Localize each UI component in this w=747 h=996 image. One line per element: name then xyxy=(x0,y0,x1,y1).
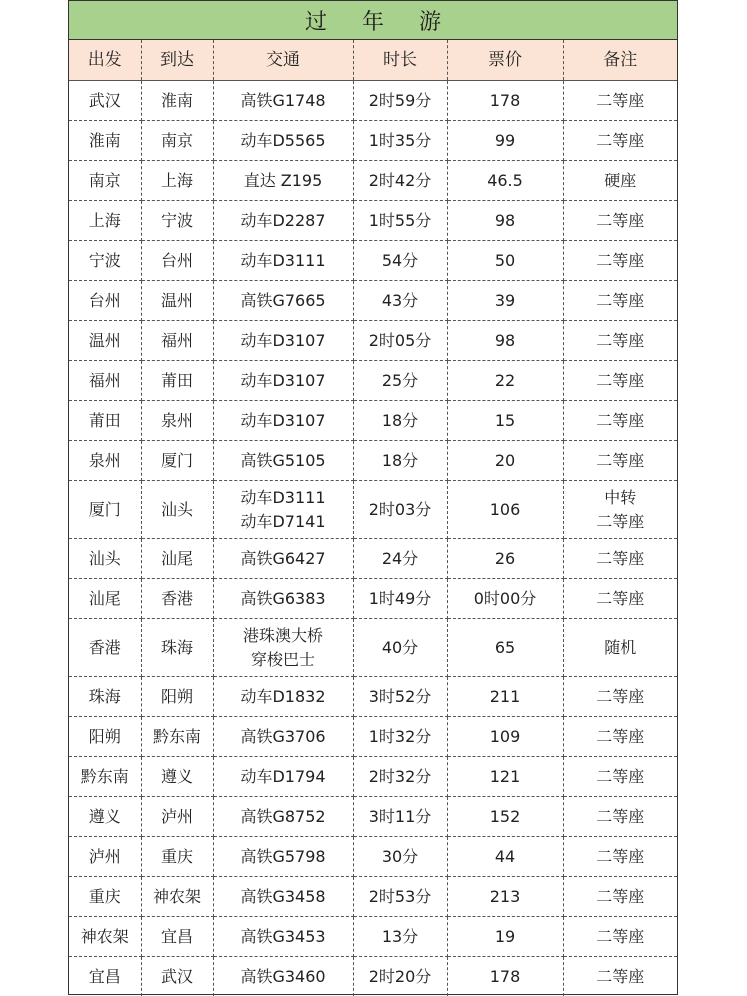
cell-note-line: 二等座 xyxy=(596,330,645,350)
cell-to: 上海 xyxy=(141,161,213,201)
cell-note-line: 二等座 xyxy=(596,250,645,270)
cell-from: 宜昌 xyxy=(69,957,141,996)
col-header-from: 出发 xyxy=(69,40,141,81)
cell-note-line: 二等座 xyxy=(596,450,645,470)
cell-transport-line: 高铁G8752 xyxy=(240,806,326,826)
cell-note xyxy=(563,797,677,837)
cell-transport-line: 动车D5565 xyxy=(240,130,326,150)
cell-transport-line: 动车D1832 xyxy=(240,686,326,706)
cell-duration: 54分 xyxy=(353,241,447,281)
cell-to: 莆田 xyxy=(141,361,213,401)
cell-from: 黔东南 xyxy=(69,757,141,797)
cell-from: 泉州 xyxy=(69,441,141,481)
cell-transport-line: 高铁G1748 xyxy=(240,90,326,110)
cell-from: 汕尾 xyxy=(69,579,141,619)
cell-price: 99 xyxy=(447,121,563,161)
cell-note-line: 二等座 xyxy=(596,588,645,608)
cell-note-line: 二等座 xyxy=(596,90,645,110)
sheet-title: 过 年 游 xyxy=(69,1,677,40)
cell-note-line: 二等座 xyxy=(596,806,645,826)
cell-transport xyxy=(213,361,353,401)
cell-note xyxy=(563,877,677,917)
cell-note xyxy=(563,717,677,757)
cell-from: 宁波 xyxy=(69,241,141,281)
cell-note xyxy=(563,201,677,241)
cell-to: 黔东南 xyxy=(141,717,213,757)
cell-transport-line: 高铁G5798 xyxy=(240,846,326,866)
cell-duration: 13分 xyxy=(353,917,447,957)
table-row xyxy=(69,957,677,996)
cell-duration: 40分 xyxy=(353,619,447,677)
cell-transport-line: 高铁G3458 xyxy=(240,886,326,906)
cell-note xyxy=(563,837,677,877)
col-header-transport: 交通 xyxy=(213,40,353,81)
table-row xyxy=(69,677,677,717)
cell-to: 厦门 xyxy=(141,441,213,481)
table-row xyxy=(69,201,677,241)
cell-transport xyxy=(213,81,353,121)
cell-to: 遵义 xyxy=(141,757,213,797)
cell-note xyxy=(563,81,677,121)
cell-note xyxy=(563,361,677,401)
cell-to: 香港 xyxy=(141,579,213,619)
table-body xyxy=(69,81,677,996)
cell-price: 22 xyxy=(447,361,563,401)
cell-to: 珠海 xyxy=(141,619,213,677)
cell-note xyxy=(563,957,677,996)
cell-transport xyxy=(213,717,353,757)
cell-note xyxy=(563,121,677,161)
cell-transport-line: 动车D3111 xyxy=(240,250,326,270)
cell-to: 温州 xyxy=(141,281,213,321)
table-row xyxy=(69,539,677,579)
cell-transport-line: 直达 Z195 xyxy=(243,170,323,190)
cell-from: 遵义 xyxy=(69,797,141,837)
cell-note-line: 二等座 xyxy=(596,886,645,906)
cell-duration: 2时32分 xyxy=(353,757,447,797)
cell-price: 109 xyxy=(447,717,563,757)
table-row xyxy=(69,281,677,321)
cell-note-line: 二等座 xyxy=(596,370,645,390)
cell-to: 台州 xyxy=(141,241,213,281)
cell-from: 泸州 xyxy=(69,837,141,877)
cell-duration: 43分 xyxy=(353,281,447,321)
cell-from: 温州 xyxy=(69,321,141,361)
cell-transport-line: 高铁G3460 xyxy=(240,966,326,986)
cell-note-line: 二等座 xyxy=(596,130,645,150)
cell-price: 15 xyxy=(447,401,563,441)
table-row xyxy=(69,361,677,401)
cell-transport xyxy=(213,161,353,201)
table-row xyxy=(69,241,677,281)
cell-to: 淮南 xyxy=(141,81,213,121)
cell-note xyxy=(563,321,677,361)
cell-price: 44 xyxy=(447,837,563,877)
cell-note xyxy=(563,241,677,281)
cell-transport-line: 动车D3111 xyxy=(240,487,326,507)
cell-note xyxy=(563,441,677,481)
cell-duration: 2时20分 xyxy=(353,957,447,996)
cell-note-line: 二等座 xyxy=(596,766,645,786)
cell-note-line: 二等座 xyxy=(596,686,645,706)
cell-note-line: 二等座 xyxy=(596,210,645,230)
cell-note-line: 二等座 xyxy=(596,410,645,430)
cell-transport xyxy=(213,201,353,241)
table-row xyxy=(69,481,677,539)
cell-transport xyxy=(213,121,353,161)
cell-price: 65 xyxy=(447,619,563,677)
cell-to: 泉州 xyxy=(141,401,213,441)
cell-note-line: 中转 xyxy=(604,487,637,507)
table-row xyxy=(69,441,677,481)
cell-to: 武汉 xyxy=(141,957,213,996)
table-row xyxy=(69,757,677,797)
itinerary-sheet xyxy=(68,0,678,995)
col-header-price: 票价 xyxy=(447,40,563,81)
cell-duration: 24分 xyxy=(353,539,447,579)
cell-duration: 2时42分 xyxy=(353,161,447,201)
cell-note-line: 二等座 xyxy=(596,726,645,746)
cell-transport xyxy=(213,241,353,281)
table-row xyxy=(69,619,677,677)
cell-duration: 25分 xyxy=(353,361,447,401)
cell-duration: 2时53分 xyxy=(353,877,447,917)
cell-from: 上海 xyxy=(69,201,141,241)
cell-from: 汕头 xyxy=(69,539,141,579)
cell-price: 26 xyxy=(447,539,563,579)
table-row xyxy=(69,837,677,877)
cell-note-line: 硬座 xyxy=(604,170,637,190)
cell-duration: 1时32分 xyxy=(353,717,447,757)
cell-to: 汕头 xyxy=(141,481,213,539)
cell-transport-line: 动车D1794 xyxy=(240,766,326,786)
table-row xyxy=(69,321,677,361)
cell-transport-line: 动车D3107 xyxy=(240,330,326,350)
cell-from: 香港 xyxy=(69,619,141,677)
cell-from: 淮南 xyxy=(69,121,141,161)
cell-duration: 3时11分 xyxy=(353,797,447,837)
cell-transport xyxy=(213,757,353,797)
cell-transport-line: 穿梭巴士 xyxy=(250,649,315,669)
cell-transport xyxy=(213,837,353,877)
cell-note xyxy=(563,481,677,539)
cell-price: 213 xyxy=(447,877,563,917)
itinerary-table xyxy=(69,40,677,996)
cell-transport-line: 动车D7141 xyxy=(240,511,326,531)
cell-to: 神农架 xyxy=(141,877,213,917)
cell-price: 178 xyxy=(447,957,563,996)
cell-transport xyxy=(213,797,353,837)
cell-price: 98 xyxy=(447,201,563,241)
cell-transport xyxy=(213,677,353,717)
cell-to: 宁波 xyxy=(141,201,213,241)
cell-note-line: 二等座 xyxy=(596,966,645,986)
cell-transport xyxy=(213,281,353,321)
table-row xyxy=(69,401,677,441)
cell-duration: 3时52分 xyxy=(353,677,447,717)
cell-duration: 2时59分 xyxy=(353,81,447,121)
cell-transport xyxy=(213,321,353,361)
cell-duration: 1时55分 xyxy=(353,201,447,241)
cell-from: 武汉 xyxy=(69,81,141,121)
cell-transport xyxy=(213,539,353,579)
cell-to: 宜昌 xyxy=(141,917,213,957)
cell-to: 福州 xyxy=(141,321,213,361)
cell-duration: 1时35分 xyxy=(353,121,447,161)
cell-transport-line: 高铁G6427 xyxy=(240,548,326,568)
table-row xyxy=(69,717,677,757)
cell-transport xyxy=(213,441,353,481)
col-header-duration: 时长 xyxy=(353,40,447,81)
cell-price: 0时00分 xyxy=(447,579,563,619)
cell-transport-line: 高铁G6383 xyxy=(240,588,326,608)
cell-note xyxy=(563,401,677,441)
cell-from: 珠海 xyxy=(69,677,141,717)
cell-transport-line: 动车D2287 xyxy=(240,210,326,230)
cell-note xyxy=(563,161,677,201)
cell-to: 汕尾 xyxy=(141,539,213,579)
cell-note-line: 二等座 xyxy=(596,846,645,866)
table-row xyxy=(69,579,677,619)
header-row xyxy=(69,40,677,81)
cell-from: 厦门 xyxy=(69,481,141,539)
cell-from: 南京 xyxy=(69,161,141,201)
cell-price: 211 xyxy=(447,677,563,717)
cell-to: 阳朔 xyxy=(141,677,213,717)
cell-duration: 18分 xyxy=(353,401,447,441)
col-header-note: 备注 xyxy=(563,40,677,81)
cell-transport-line: 动车D3107 xyxy=(240,410,326,430)
col-header-to: 到达 xyxy=(141,40,213,81)
cell-note xyxy=(563,539,677,579)
cell-note xyxy=(563,619,677,677)
cell-price: 98 xyxy=(447,321,563,361)
cell-transport-line: 高铁G7665 xyxy=(240,290,326,310)
cell-note xyxy=(563,281,677,321)
cell-transport xyxy=(213,957,353,996)
cell-from: 莆田 xyxy=(69,401,141,441)
cell-from: 台州 xyxy=(69,281,141,321)
cell-transport xyxy=(213,579,353,619)
cell-transport-line: 高铁G3706 xyxy=(240,726,326,746)
cell-duration: 18分 xyxy=(353,441,447,481)
cell-note xyxy=(563,917,677,957)
cell-duration: 1时49分 xyxy=(353,579,447,619)
cell-to: 重庆 xyxy=(141,837,213,877)
cell-note xyxy=(563,757,677,797)
cell-transport xyxy=(213,877,353,917)
cell-note-line: 二等座 xyxy=(596,290,645,310)
cell-price: 106 xyxy=(447,481,563,539)
table-row xyxy=(69,797,677,837)
cell-transport xyxy=(213,619,353,677)
cell-from: 福州 xyxy=(69,361,141,401)
cell-transport-line: 动车D3107 xyxy=(240,370,326,390)
cell-price: 20 xyxy=(447,441,563,481)
cell-transport xyxy=(213,917,353,957)
cell-transport-line: 高铁G5105 xyxy=(240,450,326,470)
cell-price: 178 xyxy=(447,81,563,121)
cell-price: 19 xyxy=(447,917,563,957)
cell-duration: 2时03分 xyxy=(353,481,447,539)
cell-duration: 2时05分 xyxy=(353,321,447,361)
cell-price: 121 xyxy=(447,757,563,797)
cell-note-line: 随机 xyxy=(604,637,637,657)
cell-from: 重庆 xyxy=(69,877,141,917)
cell-note-line: 二等座 xyxy=(596,548,645,568)
cell-transport xyxy=(213,481,353,539)
cell-note xyxy=(563,677,677,717)
cell-from: 神农架 xyxy=(69,917,141,957)
cell-price: 152 xyxy=(447,797,563,837)
cell-to: 泸州 xyxy=(141,797,213,837)
cell-duration: 30分 xyxy=(353,837,447,877)
cell-price: 46.5 xyxy=(447,161,563,201)
table-row xyxy=(69,917,677,957)
cell-note-line: 二等座 xyxy=(596,511,645,531)
cell-transport-line: 港珠澳大桥 xyxy=(242,625,323,645)
cell-to: 南京 xyxy=(141,121,213,161)
cell-note xyxy=(563,579,677,619)
cell-price: 50 xyxy=(447,241,563,281)
table-row xyxy=(69,121,677,161)
cell-from: 阳朔 xyxy=(69,717,141,757)
cell-note-line: 二等座 xyxy=(596,926,645,946)
cell-transport-line: 高铁G3453 xyxy=(240,926,326,946)
cell-price: 39 xyxy=(447,281,563,321)
table-row xyxy=(69,81,677,121)
table-row xyxy=(69,161,677,201)
table-row xyxy=(69,877,677,917)
cell-transport xyxy=(213,401,353,441)
